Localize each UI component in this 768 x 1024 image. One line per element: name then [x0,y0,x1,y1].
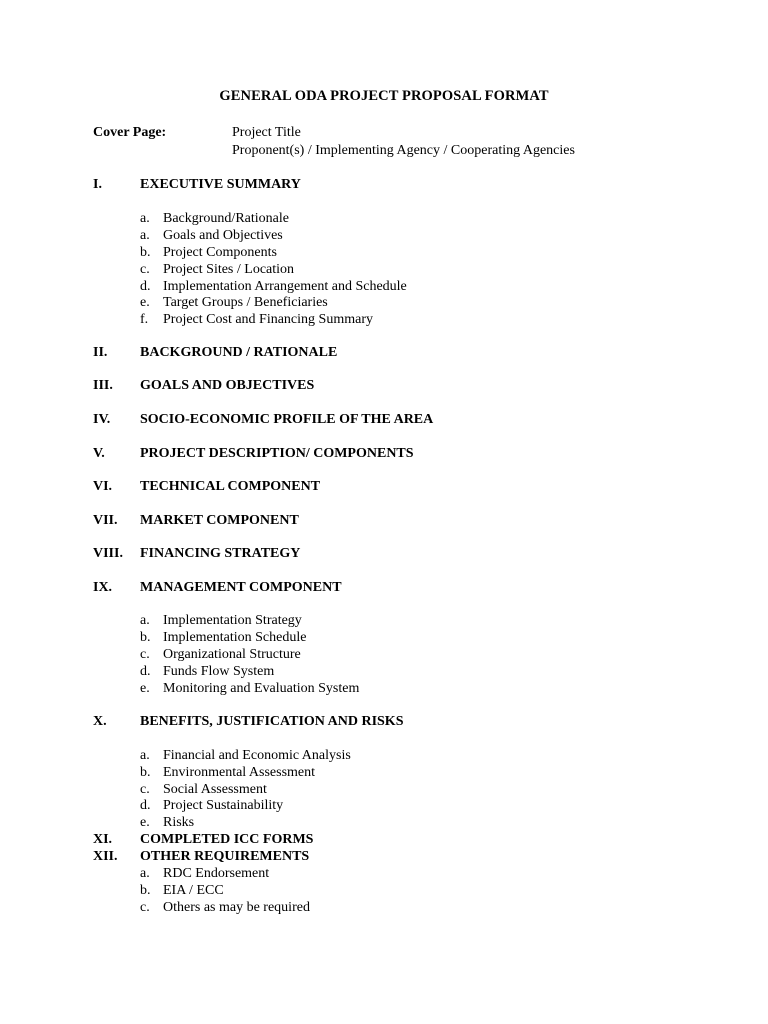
list-item: Organizational Structure [163,647,301,662]
section-heading: MARKET COMPONENT [140,513,299,528]
list-item: Financial and Economic Analysis [163,748,351,763]
item-letter: b. [140,883,151,898]
item-letter: c. [140,782,150,797]
section-number: XII. [93,849,118,864]
section-number: IX. [93,580,113,595]
cover-page-label: Cover Page: [93,125,167,140]
item-letter: c. [140,647,150,662]
section-heading: FINANCING STRATEGY [140,546,301,561]
section-heading: TECHNICAL COMPONENT [140,479,321,494]
item-letter: a. [140,228,150,243]
list-item: Social Assessment [163,782,267,797]
item-letter: a. [140,866,150,881]
item-letter: e. [140,815,150,830]
section-heading: SOCIO-ECONOMIC PROFILE OF THE AREA [140,412,434,427]
list-item: Monitoring and Evaluation System [163,681,360,696]
list-item: Project Components [163,245,277,260]
item-letter: a. [140,748,150,763]
list-item: Implementation Arrangement and Schedule [163,279,407,294]
item-letter: b. [140,245,151,260]
section-heading: EXECUTIVE SUMMARY [140,177,301,192]
section-number: VII. [93,513,118,528]
item-letter: d. [140,798,151,813]
list-item: Environmental Assessment [163,765,316,780]
section-heading: OTHER REQUIREMENTS [140,849,310,864]
section-number: V. [93,446,105,461]
section-heading: MANAGEMENT COMPONENT [140,580,342,595]
item-letter: c. [140,900,150,915]
list-item: Implementation Schedule [163,630,307,645]
item-letter: d. [140,279,151,294]
list-item: Implementation Strategy [163,613,302,628]
section-number: VI. [93,479,113,494]
section-number: IV. [93,412,111,427]
list-item: Goals and Objectives [163,228,283,243]
item-letter: a. [140,613,150,628]
item-letter: e. [140,295,150,310]
item-letter: d. [140,664,151,679]
item-letter: e. [140,681,150,696]
cover-project-title: Project Title [232,125,301,140]
list-item: RDC Endorsement [163,866,270,881]
item-letter: c. [140,262,150,277]
list-item: EIA / ECC [163,883,224,898]
item-letter: b. [140,630,151,645]
section-heading: PROJECT DESCRIPTION/ COMPONENTS [140,446,414,461]
list-item: Risks [163,815,195,830]
list-item: Project Sustainability [163,798,284,813]
section-heading: COMPLETED ICC FORMS [140,832,314,847]
list-item: Project Sites / Location [163,262,295,277]
item-letter: f. [140,312,149,327]
section-number: XI. [93,832,113,847]
list-item: Background/Rationale [163,211,289,226]
section-number: I. [93,177,102,192]
section-number: II. [93,345,108,360]
item-letter: b. [140,765,151,780]
cover-proponents: Proponent(s) / Implementing Agency / Cooperating Agencies [232,143,575,158]
section-heading: BENEFITS, JUSTIFICATION AND RISKS [140,714,404,729]
section-heading: GOALS AND OBJECTIVES [140,378,315,393]
document-title: GENERAL ODA PROJECT PROPOSAL FORMAT [219,88,549,104]
section-number: X. [93,714,107,729]
section-number: VIII. [93,546,123,561]
section-heading: BACKGROUND / RATIONALE [140,345,338,360]
list-item: Target Groups / Beneficiaries [163,295,328,310]
section-number: III. [93,378,113,393]
list-item: Others as may be required [163,900,310,915]
list-item: Funds Flow System [163,664,275,679]
item-letter: a. [140,211,150,226]
list-item: Project Cost and Financing Summary [163,312,373,327]
